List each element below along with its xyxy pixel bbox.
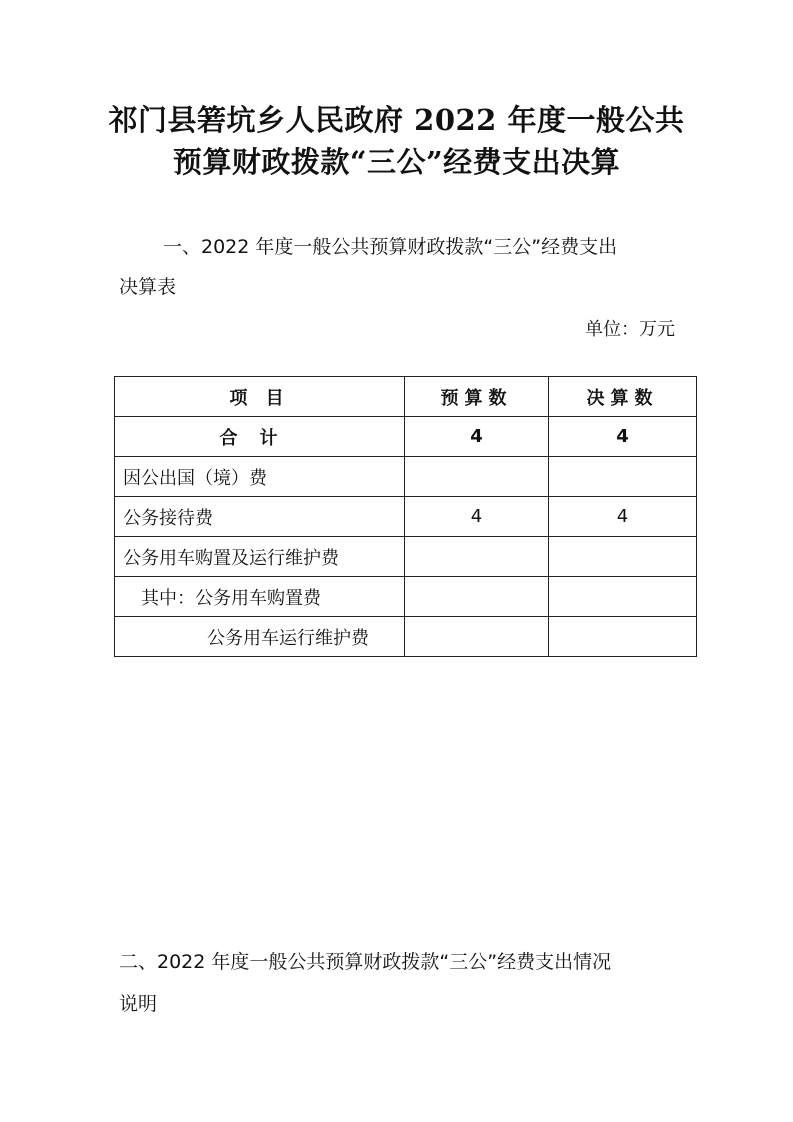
header-budget: 预算数 — [405, 377, 549, 417]
row-budget: 4 — [405, 497, 549, 537]
unit-label: 单位：万元 — [585, 319, 675, 340]
row-final: 4 — [549, 497, 697, 537]
document-title-line1: 祁门县箬坑乡人民政府 2022 年度一般公共 — [108, 103, 685, 137]
header-final: 决算数 — [549, 377, 697, 417]
row-final — [549, 537, 697, 577]
table-row — [115, 617, 697, 657]
row-final — [549, 457, 697, 497]
row-item: 公务用车购置及运行维护费 — [115, 537, 405, 577]
document-title-line2: 预算财政拨款“三公”经费支出决算 — [172, 145, 621, 179]
row-budget — [405, 537, 549, 577]
section2-heading-line1: 二、2022 年度一般公共预算财政拨款“三公”经费支出情况 — [119, 951, 612, 973]
row-final — [549, 617, 697, 657]
table-row — [115, 537, 697, 577]
header-item: 项 目 — [115, 377, 405, 417]
row-budget — [405, 457, 549, 497]
total-final: 4 — [549, 417, 697, 457]
total-label: 合计 — [115, 417, 405, 457]
row-budget — [405, 577, 549, 617]
table-row — [115, 457, 697, 497]
section1-heading-line2: 决算表 — [119, 276, 177, 298]
table-row — [115, 577, 697, 617]
table-header-row — [115, 377, 697, 417]
row-item: 其中：公务用车购置费 — [115, 577, 405, 617]
row-budget — [405, 617, 549, 657]
row-final — [549, 577, 697, 617]
total-budget: 4 — [405, 417, 549, 457]
table-row — [115, 497, 697, 537]
three-public-expense-table — [114, 376, 697, 657]
row-item: 因公出国（境）费 — [115, 457, 405, 497]
row-item: 公务用车运行维护费 — [115, 617, 405, 657]
table-row-total — [115, 417, 697, 457]
section2-heading-line2: 说明 — [119, 993, 158, 1015]
section1-heading-line1: 一、2022 年度一般公共预算财政拨款“三公”经费支出 — [163, 236, 618, 258]
row-item: 公务接待费 — [115, 497, 405, 537]
